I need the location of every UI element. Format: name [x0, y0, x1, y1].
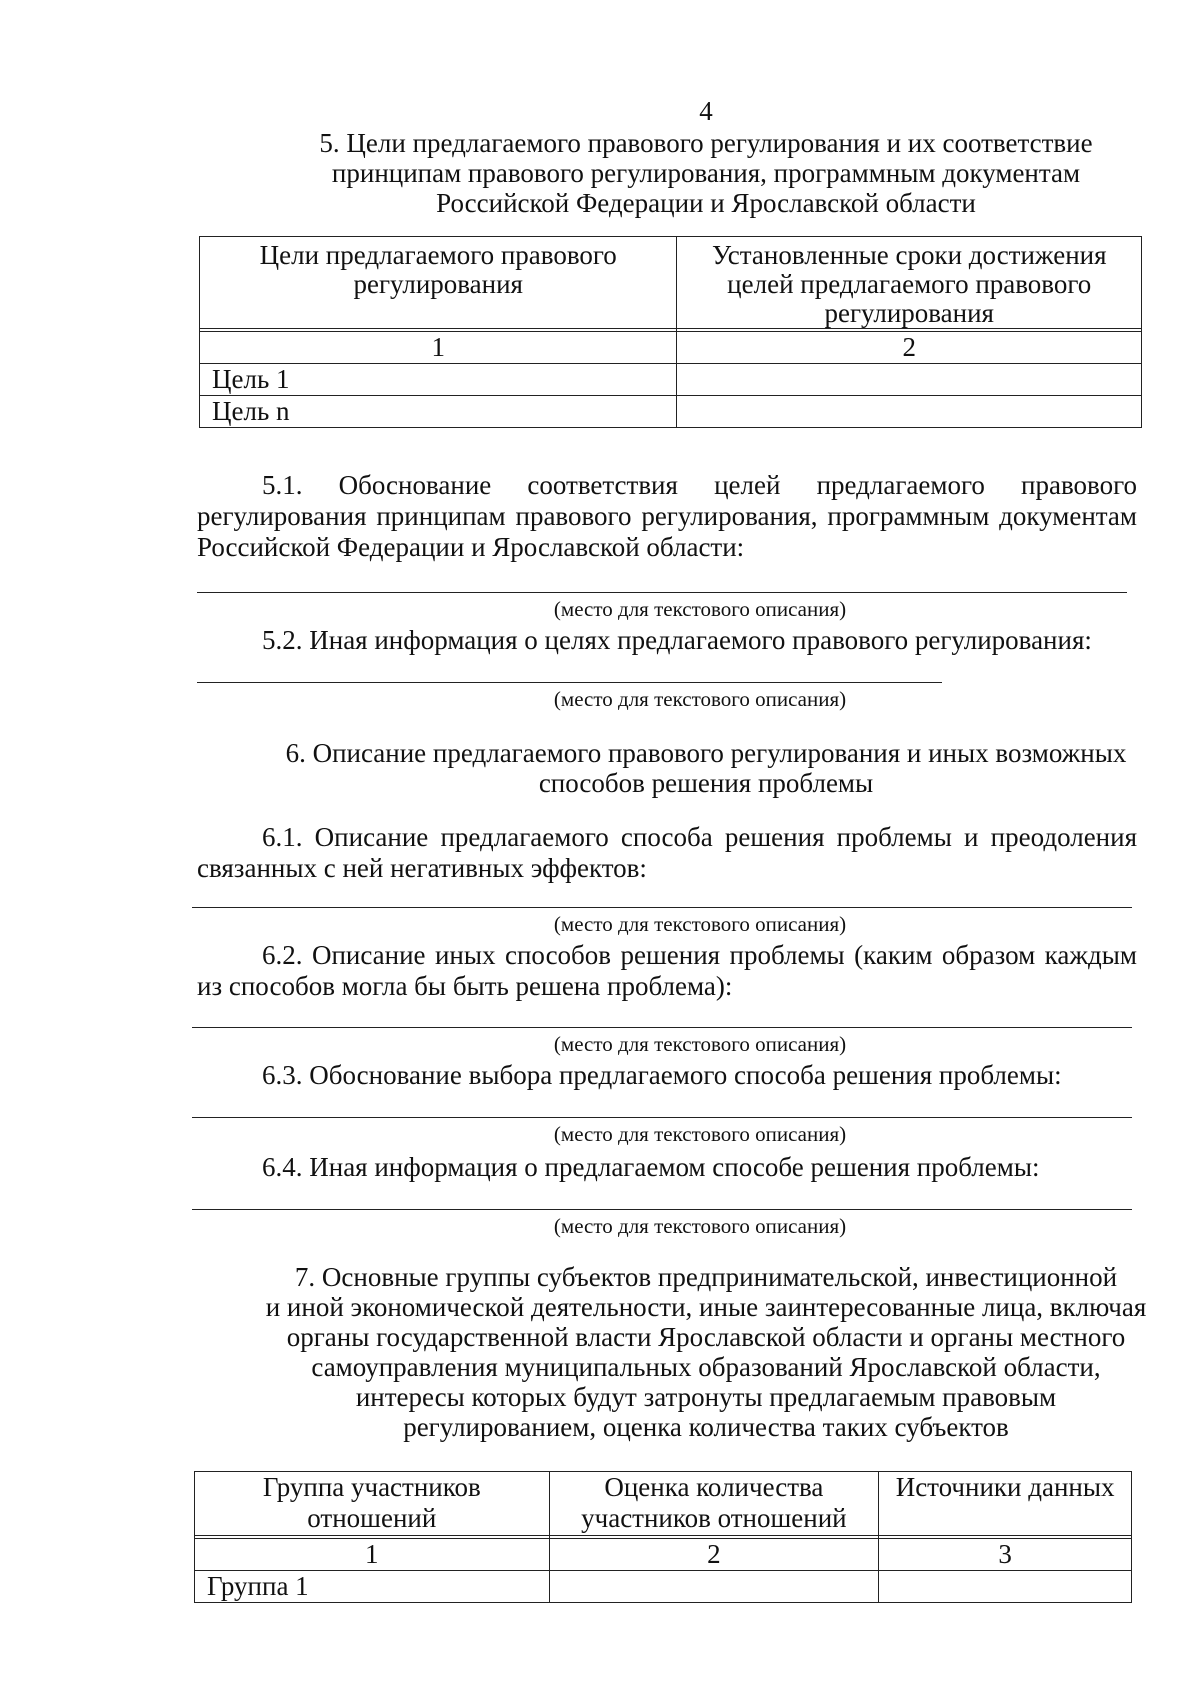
table-cell [549, 1571, 879, 1603]
table-header-group: Группа участников отношений [195, 1472, 550, 1536]
table-col-number: 1 [200, 332, 677, 364]
placeholder-caption: (место для текстового описания) [553, 687, 847, 711]
heading-line: органы государственной власти Ярославской области и органы местного [286, 1322, 1126, 1352]
placeholder-caption: (место для текстового описания) [553, 1122, 847, 1146]
placeholder-caption: (место для текстового описания) [553, 912, 847, 936]
heading-line: интересы которых будут затронуты предлагаемым правовым [355, 1382, 1057, 1412]
paragraph-6-2: 6.2. Описание иных способов решения проблемы (каким образом каждым из способов могла бы быть решена проблема): [197, 940, 1137, 1001]
placeholder-caption: (место для текстового описания) [553, 1032, 847, 1056]
goals-table [199, 236, 1142, 428]
heading-line: 6. Описание предлагаемого правового регулирования и иных возможных [285, 738, 1127, 768]
heading-line: и иной экономической деятельности, иные заинтересованные лица, включая [265, 1292, 1147, 1322]
table-col-number: 2 [677, 332, 1142, 364]
fill-line [197, 592, 1127, 593]
table-cell: Цель n [200, 396, 677, 428]
table-header-estimate: Оценка количества участников отношений [549, 1472, 879, 1536]
table-col-number: 3 [879, 1539, 1132, 1571]
heading-line: 7. Основные группы субъектов предпринимательской, инвестиционной [294, 1262, 1118, 1292]
paragraph-5-2: 5.2. Иная информация о целях предлагаемого правового регулирования: [262, 625, 1092, 655]
section-5-heading [200, 128, 1200, 218]
table-cell [677, 364, 1142, 396]
section-7-heading [150, 1262, 1200, 1442]
fill-line [197, 682, 942, 683]
table-cell: Группа 1 [195, 1571, 550, 1603]
section-6-heading [200, 738, 1200, 798]
paragraph-5-1: 5.1. Обоснование соответствия целей предлагаемого правового регулирования принципам правового регулирования, программным документам Российской Федерации и Ярославской области: [197, 470, 1137, 562]
heading-line: регулированием, оценка количества таких субъектов [403, 1412, 1009, 1442]
paragraph-6-4: 6.4. Иная информация о предлагаемом способе решения проблемы: [262, 1152, 1040, 1182]
placeholder-caption: (место для текстового описания) [553, 1214, 847, 1238]
heading-line: Российской Федерации и Ярославской области [436, 188, 976, 218]
heading-line: способов решения проблемы [538, 768, 874, 798]
fill-line [192, 907, 1132, 908]
placeholder-caption: (место для текстового описания) [553, 597, 847, 621]
heading-line: 5. Цели предлагаемого правового регулирования и их соответствие [319, 128, 1093, 158]
participants-table [194, 1471, 1132, 1603]
heading-line: самоуправления муниципальных образований Ярославской области, [311, 1352, 1101, 1382]
page-number: 4 [699, 96, 713, 126]
fill-line [192, 1027, 1132, 1028]
paragraph-6-1: 6.1. Описание предлагаемого способа решения проблемы и преодоления связанных с ней негативных эффектов: [197, 822, 1137, 883]
table-header-sources: Источники данных [879, 1472, 1132, 1536]
table-col-number: 2 [549, 1539, 879, 1571]
heading-line: принципам правового регулирования, программным документам [331, 158, 1081, 188]
table-cell [677, 396, 1142, 428]
paragraph-6-3: 6.3. Обоснование выбора предлагаемого способа решения проблемы: [262, 1060, 1062, 1090]
table-cell: Цель 1 [200, 364, 677, 396]
fill-line [192, 1209, 1132, 1210]
table-header-goals: Цели предлагаемого правового регулирования [200, 237, 677, 329]
table-header-deadlines: Установленные сроки достижения целей предлагаемого правового регулирования [677, 237, 1142, 329]
table-col-number: 1 [195, 1539, 550, 1571]
table-cell [879, 1571, 1132, 1603]
fill-line [192, 1117, 1132, 1118]
